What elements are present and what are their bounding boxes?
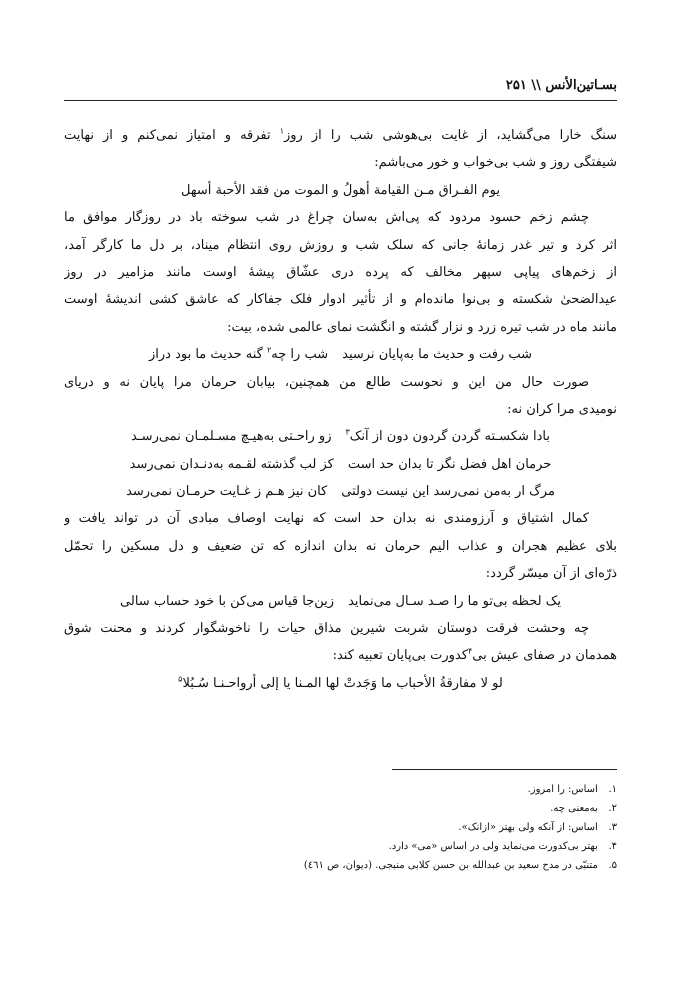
- arabic-verse: یوم الفـراق مـن القیامة أهولُ و الموت من فقد الأحبة أسهل: [181, 182, 500, 198]
- text-line: از زخم‌های پیاپی سپهر مخالف که پرده دری عشّاق پیشهٔ اوست مانند مزامیر در روز: [64, 264, 617, 280]
- footnote: ۲. به‌معنی چه.: [550, 803, 617, 814]
- verse-hemistich-right: بادا شکسـته گردن گردون دون از آنک$^۳$: [345, 427, 550, 445]
- text-line: اثر کرد و تیر غدر زمانهٔ جانی که سلک شب و روزش روی انتظام میناد، بر دل ما کارگر آمد،: [64, 237, 617, 253]
- footnote: ۳. اساس: از آنکه ولی بهتر «ازانک».: [458, 822, 617, 833]
- persian-verse: [64, 341, 617, 368]
- running-header: بسـاتین‌الأنس \\ ۲۵۱: [505, 78, 617, 93]
- footnotes: [64, 780, 617, 875]
- text-line: عیدالضحیٰ شکسته و بی‌نوا مانده‌ام و از تأثیر ادوار فلک جفاکار که عاشق کشی اندیشهٔ اوست: [64, 292, 617, 308]
- persian-verse: [64, 478, 617, 505]
- persian-verse: [64, 451, 617, 478]
- text-line: صورت حال من این و نحوست طالع من همچنین، بیابان حرمان مرا پایان نه و دریای: [64, 374, 589, 390]
- arabic-verse: لو لا مفارقةُ الأحباب ما وَجَدتْ لها المـنا یا إلی أرواحـنـا سُـبُلا$^۵$: [178, 674, 503, 691]
- footnote: ۴. بهتر بی‌کدورت می‌نماید ولی در اساس «می» دارد.: [388, 841, 617, 852]
- verse-hemistich-right: یک لحظه بی‌تو ما را صـد سـال می‌نماید: [348, 593, 561, 609]
- verse-hemistich-right: مرگ ار به‌من نمی‌رسد این نیست دولتی: [341, 484, 555, 500]
- text-line: بلای عظیم هجران و عذاب الیم حرمان نه بدان اندازه که تن ضعیف و دل مسکین را تحمّل: [64, 538, 617, 554]
- verse-hemistich-right: شب رفت و حدیث ما به‌پایان نرسید: [342, 347, 533, 363]
- text-line: نومیدی مرا کران نه:: [507, 401, 617, 417]
- text-line: مانند ماه در شب تیره زرد و نزار گشته و انگشت نمای عالمی شده، بیت:: [227, 319, 617, 335]
- text-line: ذرّه‌ای از آن میسّر گردد:: [485, 566, 617, 582]
- text-line: شیفتگی روز و شب بی‌خواب و خور می‌باشم:: [374, 155, 617, 171]
- verse-hemistich-left: زین‌جا قیاس می‌کن با خود حساب سالی: [120, 593, 335, 609]
- footnote: ۱. اساس: را امروز.: [527, 784, 617, 795]
- text-line: همدمان در صفای عیش بی$^۴$کدورت بی‌پایان تعبیه کند:: [332, 647, 617, 664]
- text-line: چشم زخم حسود مردود که پی‌اش به‌سان چراغ در شب سوخته باد در روزگار موافق ما: [64, 210, 589, 226]
- verse-hemistich-left: کز لب گذشته لقـمه به‌دنـدان نمی‌رسد: [129, 456, 334, 472]
- footnote: ۵. متنبّی در مدح سعید بن عبدالله بن حسن کلابی منبجی. (دیوان، ص ٤٦١): [303, 860, 617, 871]
- footnote-mark: ۵: [178, 674, 183, 684]
- verse-hemistich-right: حرمان اهل فضل نگر تا بدان حد است: [347, 456, 552, 472]
- text-line: چه وحشت فرقت دوستان شربت شیرین مذاق حیات را ناخوشگوار کردند و محنت شوق: [64, 621, 589, 637]
- text-line: کمال اشتیاق و آرزومندی نه بدان حد است که نهایت اوصاف مبادی آن در تواند یافت و: [64, 511, 589, 527]
- verse-hemistich-left: زو راحـتی به‌هیـچ مسـلمـان نمی‌رسـد: [131, 429, 332, 445]
- footnote-mark: ۱: [279, 126, 284, 136]
- persian-verse: [64, 588, 617, 615]
- footnote-rule: [392, 769, 617, 770]
- verse-hemistich-left: کان نیز هـم ز غـایت حرمـان نمی‌رسد: [126, 484, 328, 500]
- header-rule: [64, 100, 617, 101]
- footnote-mark: ۲: [267, 345, 272, 355]
- text-line: سنگ خارا می‌گشاید، از غایت بی‌هوشی شب را از روز$^۱$ تفرقه و امتیاز نمی‌کنم و از نهایت: [64, 126, 617, 143]
- footnote-mark: ۳: [345, 427, 350, 437]
- persian-verse: [64, 423, 617, 450]
- verse-hemistich-left: شب را چه$^۲$ گنه حدیث ما بود دراز: [149, 345, 329, 363]
- main-text: [64, 122, 617, 697]
- footnote-mark: ۴: [467, 647, 473, 657]
